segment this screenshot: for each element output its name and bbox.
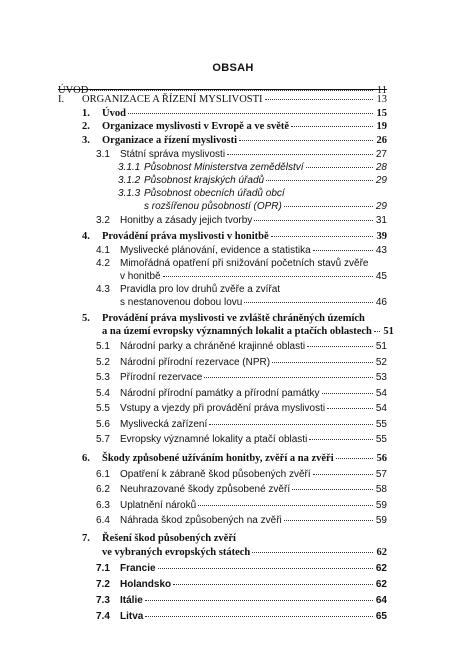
toc-number: 5.6 [96, 418, 110, 430]
toc-entry[interactable] [96, 356, 387, 369]
toc-entry[interactable] [96, 610, 387, 623]
toc-entry-4-3-line1 [96, 283, 280, 296]
toc-number: 4.1 [96, 245, 110, 256]
dot-leader [291, 126, 373, 127]
toc-title: Honitby a zásady jejich tvorby [120, 215, 253, 226]
toc-entry[interactable] [96, 418, 387, 431]
dot-leader [272, 362, 373, 363]
dot-leader [313, 474, 373, 475]
toc-page-number: 62 [376, 547, 387, 558]
dot-leader [244, 302, 373, 303]
toc-number: 5.5 [96, 403, 110, 414]
toc-title: v honitbě [120, 271, 161, 282]
toc-title: Provádění práva myslivosti v honitbě [102, 231, 269, 242]
toc-title: Litva [120, 611, 144, 622]
toc-title: 5. [82, 313, 90, 324]
dot-leader [284, 520, 373, 521]
toc-number: 4.3 [96, 284, 110, 295]
toc-page-number: 11 [376, 85, 387, 96]
toc-title: Uplatnění nároků [120, 499, 197, 511]
toc-title: Holandsko [120, 579, 172, 590]
toc-title: Působnost krajských úřadů [144, 175, 265, 186]
dot-leader [265, 99, 373, 100]
toc-entry[interactable] [96, 340, 387, 353]
toc-title: Škody způsobené užíváním honitby, zvěří a na zvěři [102, 453, 334, 464]
toc-title: Francie [120, 563, 156, 574]
toc-title: Vstupy a vjezdy při provádění práva myslivosti [120, 403, 326, 414]
toc-title: s nestanovenou dobou lovu [120, 297, 243, 308]
dot-leader [266, 180, 373, 181]
toc-page-number: 29 [375, 175, 387, 186]
toc-page-number: 27 [375, 149, 387, 160]
dot-leader [271, 236, 373, 237]
toc-number: 5.7 [96, 434, 110, 445]
toc-title: Působnost Ministerstva zemědělství [144, 162, 304, 173]
toc-title: Úvod [102, 108, 126, 119]
toc-page-number: 51 [375, 341, 387, 352]
toc-title: ORGANIZACE A ŘÍZENÍ MYSLIVOSTI [82, 94, 263, 105]
toc-number: 7.4 [96, 611, 110, 622]
toc-title: Národní přírodní památky a přírodní památky [120, 387, 320, 399]
toc-number: 3.2 [96, 215, 110, 226]
toc-number: 7.3 [96, 595, 110, 606]
toc-title: Myslivecké plánování, evidence a statistika [120, 245, 311, 256]
toc-number: 7. [82, 533, 90, 544]
toc-title: Národní přírodní rezervace (NPR) [120, 356, 271, 368]
toc-page-number: 57 [375, 468, 387, 480]
toc-entry[interactable] [96, 148, 387, 161]
toc-title: a na území evropsky významných lokalit a ptačích oblastech [102, 326, 372, 337]
dot-leader [284, 206, 373, 207]
toc-entry[interactable] [82, 120, 387, 133]
toc-number: I. [58, 94, 65, 105]
toc-page-number: 29 [375, 201, 387, 212]
toc-title: s rozšířenou působností (OPR) [144, 201, 282, 212]
toc-number: 6.4 [96, 515, 110, 526]
toc-entry[interactable] [82, 107, 387, 120]
toc-entry[interactable] [96, 402, 387, 415]
dot-leader [336, 458, 373, 459]
toc-number: 6.1 [96, 468, 110, 480]
toc-entry[interactable] [96, 483, 387, 496]
dot-leader [145, 616, 373, 617]
toc-title: Neuhrazované škody způsobené zvěří [120, 484, 291, 495]
toc-number: 5.1 [96, 341, 110, 352]
toc-number: 5.2 [96, 356, 110, 368]
toc-entry[interactable] [96, 244, 387, 257]
dot-leader [327, 408, 373, 409]
toc-page-number: 39 [376, 231, 387, 242]
toc-number: 1. [82, 108, 90, 119]
dot-leader [313, 250, 373, 251]
toc-entry[interactable] [82, 134, 387, 147]
toc-page-number: 58 [375, 484, 387, 495]
toc-number: 3. [82, 135, 90, 146]
toc-title: ve vybraných evropských státech [102, 547, 251, 558]
dot-leader [239, 140, 373, 141]
toc-page-number: 13 [376, 94, 387, 105]
toc-entry[interactable] [82, 230, 387, 243]
toc-entry[interactable] [96, 214, 387, 227]
toc-number: 2. [82, 121, 90, 132]
toc-entry[interactable] [96, 562, 387, 575]
dot-leader [198, 505, 373, 506]
toc-title: Myslivecká zařízení [120, 418, 208, 430]
toc-page-number: 45 [375, 271, 387, 282]
dot-leader [163, 276, 373, 277]
toc-entry[interactable] [120, 270, 387, 283]
toc-title: Působnost obecních úřadů obcí [144, 188, 285, 199]
toc-title: Evropsky významné lokality a ptačí oblasti [120, 434, 308, 445]
toc-entry[interactable] [96, 594, 387, 607]
toc-entry[interactable] [96, 514, 387, 527]
toc-entry-4-2-line1 [96, 257, 368, 270]
toc-title: Opatření k zábraně škod působených zvěří [120, 468, 311, 480]
toc-number: 3.1 [96, 149, 110, 160]
dot-leader [322, 393, 373, 394]
toc-page-number: 43 [375, 245, 387, 256]
dot-leader [254, 220, 373, 221]
toc-entry[interactable] [96, 433, 387, 446]
toc-page-number: 62 [375, 579, 387, 590]
toc-page-number: 64 [375, 595, 387, 606]
dot-leader [307, 346, 373, 347]
toc-entry[interactable] [58, 93, 387, 106]
toc-number: 5.3 [96, 372, 110, 383]
toc-number: 6.3 [96, 499, 110, 511]
toc-page-number: 28 [375, 162, 387, 173]
dot-leader [227, 154, 373, 155]
toc-page-number: 54 [375, 403, 387, 414]
toc-entry-5-line [82, 312, 365, 325]
toc-number: 6.2 [96, 484, 110, 495]
toc-page-number: 53 [375, 372, 387, 383]
toc-entry[interactable] [118, 161, 387, 174]
toc-entry[interactable] [102, 325, 394, 338]
toc-title: Řešení škod působených zvěří [102, 533, 236, 544]
toc-number: 7.2 [96, 579, 110, 590]
dot-leader [158, 568, 373, 569]
toc-number: 3.1.3 [118, 188, 141, 199]
toc-number: 3.1.1 [118, 162, 141, 173]
page-title: OBSAH [212, 62, 254, 74]
dot-leader [204, 377, 373, 378]
toc-page-number: 54 [375, 387, 387, 399]
toc-entry[interactable] [96, 499, 387, 512]
toc-title: Itálie [120, 595, 143, 606]
toc-page-number: 15 [376, 108, 387, 119]
toc-page-number: 31 [375, 215, 387, 226]
toc-number: 7.1 [96, 563, 110, 574]
toc-page-number: 19 [376, 121, 387, 132]
toc-entry[interactable] [82, 452, 387, 465]
toc-title: Národní parky a chráněné krajinné oblasti [120, 341, 306, 352]
toc-title: Státní správa myslivosti [120, 149, 226, 160]
toc-entry[interactable] [102, 546, 387, 559]
toc-page-number: 46 [375, 297, 387, 308]
dot-leader [145, 600, 373, 601]
dot-leader [292, 489, 373, 490]
dot-leader [374, 331, 380, 332]
toc-title: Provádění práva myslivosti ve zvláště chráněných územích [102, 313, 365, 324]
dot-leader [209, 424, 373, 425]
toc-page-number: 65 [375, 611, 387, 622]
dot-leader [173, 584, 373, 585]
toc-title: Organizace a řízení myslivosti [102, 135, 238, 146]
toc-title: Přírodní rezervace [120, 372, 203, 383]
toc-number: 6. [82, 453, 90, 464]
toc-title: Pravidla pro lov druhů zvěře a zvířat [120, 284, 281, 295]
toc-entry[interactable] [96, 578, 387, 591]
dot-leader [90, 90, 373, 91]
toc-page-number: 51 [383, 326, 394, 337]
dot-leader [252, 552, 373, 553]
toc-number: 3.1.2 [118, 175, 141, 186]
toc-page-number: 52 [375, 356, 387, 368]
toc-entry[interactable] [96, 468, 387, 481]
toc-number: 4. [82, 231, 90, 242]
toc-title: ÚVOD [58, 85, 89, 96]
toc-title: Náhrada škod způsobených na zvěři [120, 515, 282, 526]
toc-page-number: 59 [375, 515, 387, 526]
toc-number: 5.4 [96, 387, 110, 399]
dot-leader [128, 113, 373, 114]
toc-entry-7-line1 [82, 532, 236, 545]
toc-title: Organizace myslivosti v Evropě a ve světě [102, 121, 290, 132]
toc-entry-3-1-3-line1 [118, 187, 285, 200]
toc-entry[interactable] [144, 200, 387, 213]
toc-page-number: 62 [375, 563, 387, 574]
toc-page-number: 59 [375, 499, 387, 511]
dot-leader [309, 439, 373, 440]
toc-page-number: 55 [375, 434, 387, 445]
dot-leader [306, 167, 373, 168]
toc-page-number: 56 [376, 453, 387, 464]
toc-entry[interactable] [120, 296, 387, 309]
toc-entry[interactable] [96, 387, 387, 400]
toc-number: 4.2 [96, 258, 110, 269]
toc-entry[interactable] [118, 174, 387, 187]
toc-title: Mimořádná opatření při snižování početních stavů zvěře [120, 258, 369, 269]
toc-page-number: 26 [376, 135, 387, 146]
toc-entry[interactable] [96, 371, 387, 384]
toc-page-number: 55 [375, 418, 387, 430]
